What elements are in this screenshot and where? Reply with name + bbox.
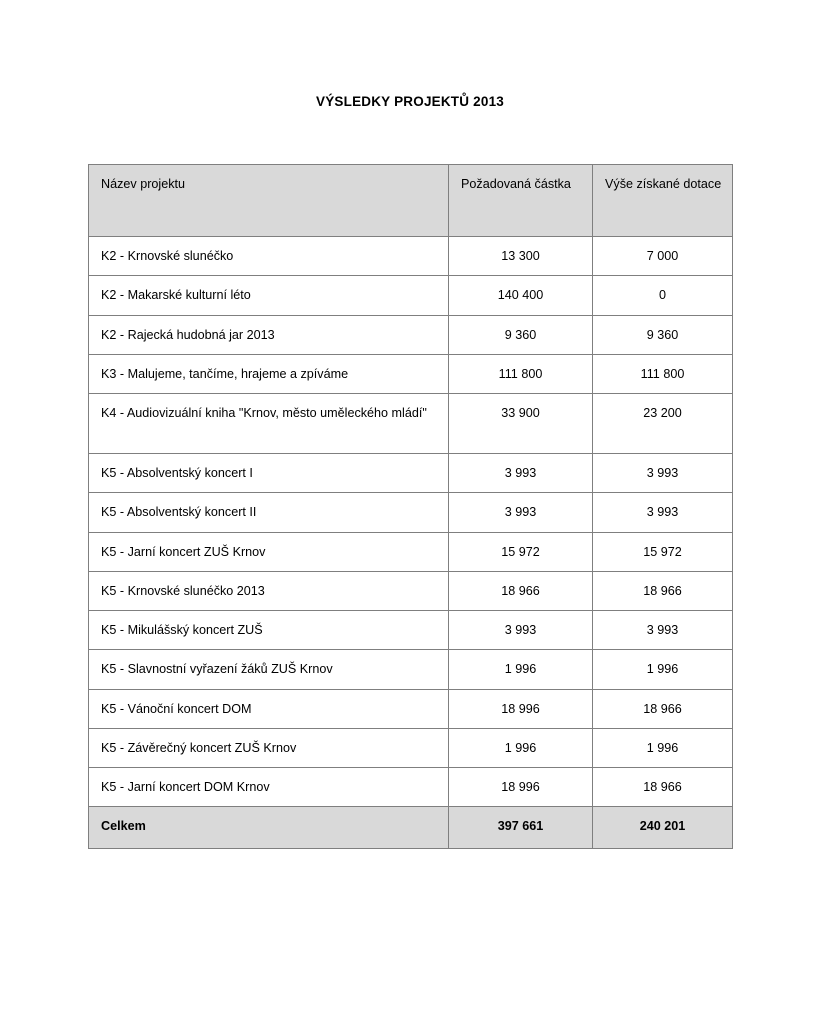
table-row [89, 237, 733, 276]
table-row [89, 689, 733, 728]
cell-total-requested: 397 661 [449, 807, 593, 849]
table-row [89, 454, 733, 493]
column-header-granted-amount: Výše získané dotace [593, 165, 733, 237]
cell-project-name: K4 - Audiovizuální kniha "Krnov, město uměleckého mládí" [89, 394, 449, 454]
table-row [89, 571, 733, 610]
cell-project-name: K2 - Krnovské slunéčko [89, 237, 449, 276]
cell-granted-amount: 23 200 [593, 394, 733, 454]
table-total-row [89, 807, 733, 849]
table-row [89, 276, 733, 315]
cell-requested-amount: 18 966 [449, 571, 593, 610]
cell-granted-amount: 9 360 [593, 315, 733, 354]
table-row [89, 768, 733, 807]
cell-requested-amount: 33 900 [449, 394, 593, 454]
results-table-container [88, 164, 732, 849]
table-row [89, 728, 733, 767]
table-row [89, 611, 733, 650]
cell-requested-amount: 13 300 [449, 237, 593, 276]
cell-requested-amount: 18 996 [449, 768, 593, 807]
cell-granted-amount: 3 993 [593, 454, 733, 493]
table-row [89, 532, 733, 571]
cell-granted-amount: 0 [593, 276, 733, 315]
cell-project-name: K5 - Krnovské slunéčko 2013 [89, 571, 449, 610]
cell-requested-amount: 18 996 [449, 689, 593, 728]
results-table [88, 164, 733, 849]
cell-project-name: K3 - Malujeme, tančíme, hrajeme a zpíváme [89, 354, 449, 393]
cell-granted-amount: 7 000 [593, 237, 733, 276]
cell-granted-amount: 1 996 [593, 728, 733, 767]
cell-project-name: K2 - Makarské kulturní léto [89, 276, 449, 315]
cell-project-name: K5 - Mikulášský koncert ZUŠ [89, 611, 449, 650]
table-row [89, 650, 733, 689]
table-row [89, 394, 733, 454]
cell-requested-amount: 15 972 [449, 532, 593, 571]
column-header-project-name: Název projektu [89, 165, 449, 237]
cell-project-name: K5 - Vánoční koncert DOM [89, 689, 449, 728]
table-header [89, 165, 733, 237]
cell-granted-amount: 111 800 [593, 354, 733, 393]
cell-project-name: K5 - Jarní koncert DOM Krnov [89, 768, 449, 807]
cell-requested-amount: 3 993 [449, 611, 593, 650]
cell-granted-amount: 15 972 [593, 532, 733, 571]
cell-total-label: Celkem [89, 807, 449, 849]
table-row [89, 493, 733, 532]
cell-requested-amount: 3 993 [449, 493, 593, 532]
cell-project-name: K5 - Absolventský koncert I [89, 454, 449, 493]
cell-requested-amount: 9 360 [449, 315, 593, 354]
cell-granted-amount: 3 993 [593, 493, 733, 532]
cell-granted-amount: 3 993 [593, 611, 733, 650]
cell-project-name: K5 - Absolventský koncert II [89, 493, 449, 532]
cell-project-name: K5 - Slavnostní vyřazení žáků ZUŠ Krnov [89, 650, 449, 689]
cell-requested-amount: 1 996 [449, 728, 593, 767]
page-title: VÝSLEDKY PROJEKTŮ 2013 [316, 94, 504, 109]
table-row [89, 354, 733, 393]
cell-granted-amount: 1 996 [593, 650, 733, 689]
cell-requested-amount: 1 996 [449, 650, 593, 689]
cell-project-name: K5 - Jarní koncert ZUŠ Krnov [89, 532, 449, 571]
cell-project-name: K5 - Závěrečný koncert ZUŠ Krnov [89, 728, 449, 767]
table-header-row [89, 165, 733, 237]
cell-requested-amount: 140 400 [449, 276, 593, 315]
cell-granted-amount: 18 966 [593, 768, 733, 807]
table-row [89, 315, 733, 354]
cell-project-name: K2 - Rajecká hudobná jar 2013 [89, 315, 449, 354]
column-header-requested-amount: Požadovaná částka [449, 165, 593, 237]
cell-total-granted: 240 201 [593, 807, 733, 849]
cell-requested-amount: 3 993 [449, 454, 593, 493]
table-body [89, 237, 733, 849]
cell-granted-amount: 18 966 [593, 571, 733, 610]
cell-granted-amount: 18 966 [593, 689, 733, 728]
cell-requested-amount: 111 800 [449, 354, 593, 393]
